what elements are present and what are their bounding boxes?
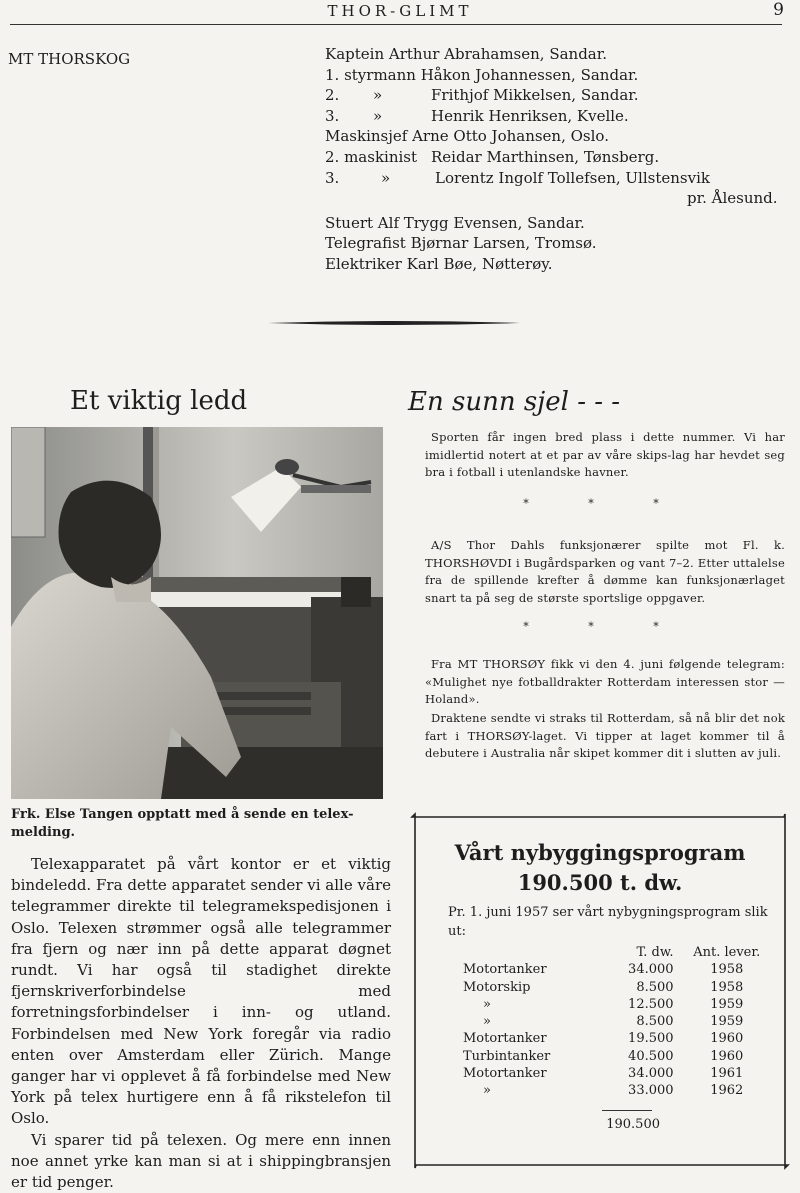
tdw-value: 40.500 (628, 1048, 674, 1064)
crew-row (325, 85, 795, 106)
vessel-type: » (483, 1083, 491, 1099)
left-article-heading: Et viktig ledd (70, 386, 248, 416)
paragraph: Fra MT THORSØY fikk vi den 4. juni følgende telegram: «Mulighet nye fotballdrakter Rotterdam interessen stor — Holand». (425, 657, 785, 706)
vessel-type: » (483, 996, 491, 1012)
sports-paragraph (425, 429, 785, 482)
newbuild-title-total: 190.500 t. dw. (517, 870, 683, 895)
crew-rank: 3. (325, 106, 340, 125)
table-row (450, 1065, 780, 1082)
crew-rank: 2. (325, 86, 340, 105)
newbuild-title-line: Vårt nybyggingsprogram (454, 840, 746, 865)
table-row (450, 1048, 780, 1065)
left-article-body (11, 854, 391, 1193)
tdw-value: 34.000 (628, 962, 674, 978)
vessel-type: » (483, 1014, 491, 1030)
delivery-year: 1960 (710, 1031, 744, 1047)
crew-entry-continuation: pr. Ålesund. (687, 189, 778, 208)
crew-entry: Telegrafist Bjørnar Larsen, Tromsø. (325, 234, 597, 253)
telex-operator-photo (11, 427, 383, 799)
total-rule (602, 1110, 652, 1111)
crew-row (325, 106, 795, 127)
tdw-value: 12.500 (628, 996, 674, 1012)
paragraph: Draktene sendte vi straks til Rotterdam, så nå blir det nok fart i THORSØY-laget. Vi tipper at laget kommer til å debutere i Australia når skipet kommer dit i slutten av juli. (425, 711, 785, 760)
header-type (450, 944, 590, 961)
crew-entry: Elektriker Karl Bøe, Nøtterøy. (325, 254, 553, 273)
delivery-year: 1961 (710, 1066, 744, 1082)
crew-row (325, 188, 795, 209)
tdw-value: 34.000 (628, 1066, 674, 1082)
telegram-paragraph (425, 656, 785, 709)
delivery-year: 1958 (710, 962, 744, 978)
section-stars: * * * (523, 497, 687, 510)
ditto-mark: » (373, 106, 383, 125)
header-rule (10, 24, 782, 25)
vessel-type: Turbintanker (463, 1048, 551, 1064)
crew-row (325, 147, 795, 168)
table-row (450, 961, 780, 978)
tdw-value: 8.500 (636, 1014, 674, 1030)
header-tdw: T. dw. (636, 945, 674, 960)
page-number: 9 (773, 0, 784, 20)
vessel-type: Motortanker (463, 1066, 547, 1082)
table-row (450, 1082, 780, 1099)
photo-caption: Frk. Else Tangen opptatt med å sende en telex-melding. (11, 807, 354, 840)
table-row (450, 1013, 780, 1030)
crew-row (325, 168, 795, 189)
paragraph: Vi sparer tid på telexen. Og mere enn innen noe annet yrke kan man si at i shippingbransjen er tid penger. (11, 1130, 391, 1192)
ditto-mark: » (373, 86, 383, 105)
vessel-type: Motortanker (463, 1031, 547, 1047)
table-row (450, 1030, 780, 1047)
newbuild-total: 190.500 (606, 1117, 660, 1132)
crew-entry: Reidar Marthinsen, Tønsberg. (431, 147, 660, 166)
delivery-year: 1958 (710, 979, 744, 995)
tdw-value: 33.000 (628, 1083, 674, 1099)
running-title: THOR-GLIMT (327, 2, 473, 20)
drakter-paragraph (425, 710, 785, 763)
crew-row (325, 44, 795, 65)
paragraph: Sporten får ingen bred plass i dette nummer. Vi har imidlertid notert at et par av våre skips-lag har hevdet seg bra i fotball i utenlandske havner. (425, 430, 785, 479)
delivery-year: 1960 (710, 1048, 744, 1064)
crew-entry: Maskinsjef Arne Otto Johansen, Oslo. (325, 127, 609, 146)
crew-entry: Stuert Alf Trygg Evensen, Sandar. (325, 213, 585, 232)
delivery-year: 1959 (710, 996, 744, 1012)
section-divider (268, 319, 520, 327)
vessel-type: Motortanker (463, 962, 547, 978)
crew-row (325, 254, 795, 275)
crew-rank: 2. maskinist (325, 147, 418, 166)
paragraph: Telexapparatet på vårt kontor er et viktig bindeledd. Fra dette apparatet sender vi alle våre telegrammer direkte til telegramekspedisjonen i Oslo. Telexen strømmer også alle telegrammer fra fjern og nær inn på dette apparat døgnet rundt. Vi har også til stadighet direkte fjernskriverforbindelse med forretningsforbindelser i inn- og utland. Forbindelsen med New York foregår via radio enten over Amsterdam eller Zürich. Mange ganger har vi opplevet å få forbindelse med New York på telex hurtigere enn å få rikstelefon til Oslo. (11, 855, 391, 1128)
crew-row (325, 213, 795, 234)
newbuild-table (450, 944, 780, 1100)
crew-row (325, 126, 795, 147)
crew-row (325, 65, 795, 86)
crew-row (325, 233, 795, 254)
crew-entry: Kaptein Arthur Abrahamsen, Sandar. (325, 45, 608, 63)
header-delivery: Ant. lever. (693, 945, 761, 960)
delivery-year: 1959 (710, 1014, 744, 1030)
table-row (450, 979, 780, 996)
ship-name: MT THORSKOG (8, 50, 131, 68)
ditto-mark: » (381, 168, 391, 187)
crew-list (325, 44, 795, 275)
newbuild-intro: Pr. 1. juni 1957 ser vårt nybygningsprogram slik ut: (448, 905, 768, 939)
crew-entry: Lorentz Ingolf Tollefsen, Ullstensvik (435, 168, 710, 187)
crew-entry: Henrik Henriksen, Kvelle. (431, 106, 629, 125)
right-article-heading: En sunn sjel - - - (408, 387, 621, 417)
match-paragraph (425, 537, 785, 607)
crew-entry: 1. styrmann Håkon Johannessen, Sandar. (325, 65, 639, 84)
tdw-value: 19.500 (628, 1031, 674, 1047)
crew-entry: Frithjof Mikkelsen, Sandar. (431, 86, 639, 105)
section-stars: * * * (523, 620, 687, 633)
newbuild-box-title (412, 838, 788, 898)
table-header-row (450, 944, 780, 961)
vessel-type: Motorskip (463, 979, 531, 995)
paragraph: A/S Thor Dahls funksjonærer spilte mot Fl. k. THORSHØVDI i Bugårdsparken og vant 7–2. Etter uttalelse fra de spillende krefter å dømme kan funksjonærlaget snart ta på seg de største sportslige oppgaver. (425, 538, 785, 605)
newbuild-table-body (450, 961, 780, 1099)
crew-rank: 3. (325, 168, 340, 187)
tdw-value: 8.500 (636, 979, 674, 995)
delivery-year: 1962 (710, 1083, 744, 1099)
table-row (450, 996, 780, 1013)
